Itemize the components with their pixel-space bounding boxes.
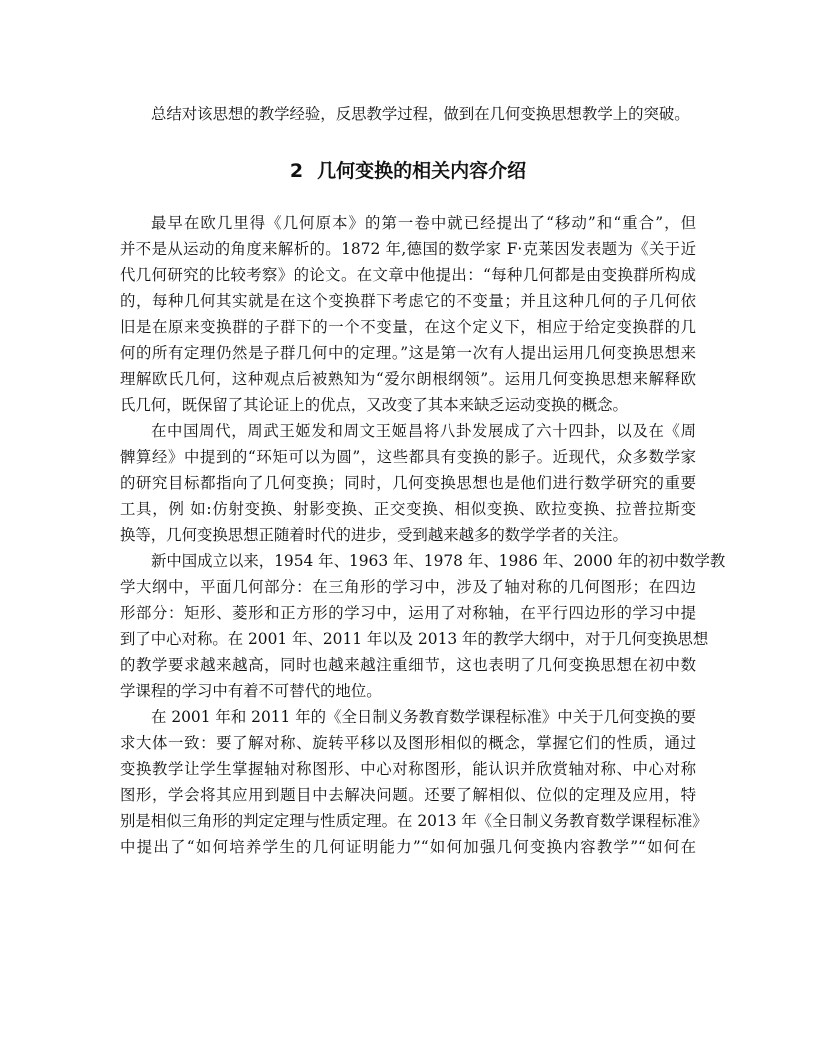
paragraph-line: 学大纲中，平面几何部分：在三角形的学习中，涉及了轴对称的几何图形；在四边 — [120, 578, 696, 596]
paragraph-line: 的研究目标都指向了几何变换；同时，几何变换思想也是他们进行数学研究的重要 — [120, 474, 696, 492]
paragraph-line: 的教学要求越来越高，同时也越来越注重细节，这也表明了几何变换思想在初中数 — [120, 656, 696, 674]
paragraph-line: 中提出了“如何培养学生的几何证明能力”“如何加强几何变换内容教学”“如何在 — [120, 838, 696, 856]
intro-tail-line: 总结对该思想的教学经验，反思教学过程，做到在几何变换思想教学上的突破。 — [151, 105, 690, 123]
paragraph-line: 别是相似三角形的判定定理与性质定理。在 2013 年《全日制义务教育数学课程标准》 — [120, 812, 708, 830]
section-title: 几何变换的相关内容介绍 — [317, 160, 527, 182]
paragraph-line: 图形，学会将其应用到题目中去解决问题。还要了解相似、位似的定理及应用，特 — [120, 786, 696, 804]
paragraph-line: 的，每种几何其实就是在这个变换群下考虑它的不变量；并且这种几何的子几何依 — [120, 292, 696, 310]
paragraph-line: 学课程的学习中有着不可替代的地位。 — [120, 682, 382, 700]
section-heading — [0, 158, 816, 184]
paragraph-line: 最早在欧几里得《几何原本》的第一卷中就已经提出了“移动”和“重合”，但 — [151, 214, 696, 232]
paragraph-line: 求大体一致：要了解对称、旋转平移以及图形相似的概念，掌握它们的性质，通过 — [120, 734, 696, 752]
paragraph-line: 工具，例 如:仿射变换、射影变换、正交变换、相似变换、欧拉变换、拉普拉斯变 — [120, 500, 696, 518]
paragraph-line: 新中国成立以来，1954 年、1963 年、1978 年、1986 年、2000 年的初中数学教 — [151, 552, 726, 570]
paragraph-line: 髀算经》中提到的“环矩可以为圆”，这些都具有变换的影子。近现代，众多数学家 — [120, 448, 696, 466]
paragraph-line: 变换教学让学生掌握轴对称图形、中心对称图形，能认识并欣赏轴对称、中心对称 — [120, 760, 696, 778]
paragraph-line: 并不是从运动的角度来解析的。1872 年,德国的数学家 F·克莱因发表题为《关于近 — [120, 240, 696, 258]
paragraph-line: 代几何研究的比较考察》的论文。在文章中他提出：“每种几何都是由变换群所构成 — [120, 266, 696, 284]
paragraph-line: 形部分：矩形、菱形和正方形的学习中，运用了对称轴，在平行四边形的学习中提 — [120, 604, 696, 622]
section-number: 2 — [289, 160, 304, 182]
paragraph-line: 换等，几何变换思想正随着时代的进步，受到越来越多的数学学者的关注。 — [120, 526, 628, 544]
paragraph-line: 理解欧氏几何，这种观点后被熟知为“爱尔朗根纲领”。运用几何变换思想来解释欧 — [120, 370, 696, 388]
paragraph-line: 到了中心对称。在 2001 年、2011 年以及 2013 年的教学大纲中，对于几何变换思想 — [120, 630, 709, 648]
paragraph-line: 旧是在原来变换群的子群下的一个不变量，在这个定义下，相应于给定变换群的几 — [120, 318, 696, 336]
paragraph-line: 在中国周代，周武王姬发和周文王姬昌将八卦发展成了六十四卦，以及在《周 — [151, 422, 696, 440]
paragraph-line: 在 2001 年和 2011 年的《全日制义务教育数学课程标准》中关于几何变换的要 — [151, 708, 696, 726]
paragraph-line: 何的所有定理仍然是子群几何中的定理。”这是第一次有人提出运用几何变换思想来 — [120, 344, 696, 362]
paragraph-line: 氏几何，既保留了其论证上的优点，又改变了其本来缺乏运动变换的概念。 — [120, 396, 628, 414]
